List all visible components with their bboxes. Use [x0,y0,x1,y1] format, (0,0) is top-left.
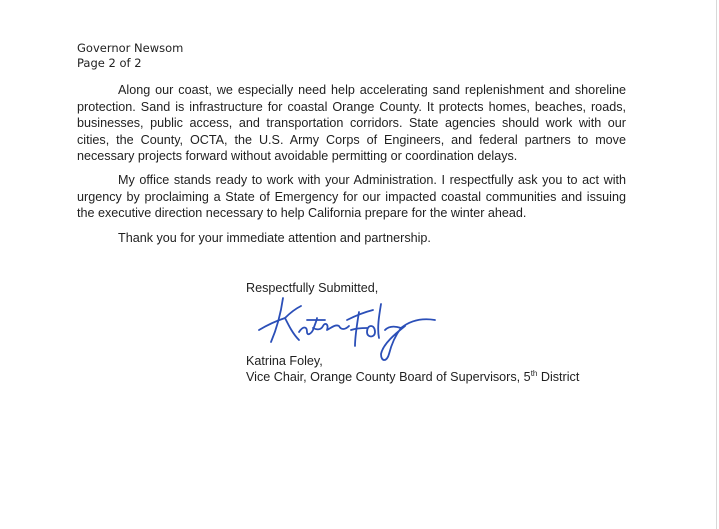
signer-title-prefix: Vice Chair, Orange County Board of Supervisors, 5 [246,370,531,384]
page-indicator: Page 2 of 2 [77,56,142,70]
recipient-line: Governor Newsom [77,41,184,55]
body-paragraph-1-text: Along our coast, we especially need help accelerating sand replenishment and shoreline protection. Sand is infrastructure for coastal Orange County. It protects homes, beaches, roads, businesses, public access, and transportation corridors. State agencies should work with our cities, the County, OCTA, the U.S. Army Corps of Engineers, and federal partners to move necessary projects forward without avoidable permitting or coordination delays. [77,83,626,163]
signer-title-ordinal: th [530,368,538,378]
body-paragraph-3-text: Thank you for your immediate attention and partnership. [118,231,431,245]
signer-title-suffix: District [537,370,580,384]
body-paragraph-2-text: My office stands ready to work with your Administration. I respectfully ask you to act with urgency by proclaiming a State of Emergency for our impacted coastal communities and issuing the executive direction necessary to help California prepare for the winter ahead. [77,173,626,220]
signer-title [246,370,579,384]
closing-salutation: Respectfully Submitted, [246,281,379,295]
signer-name: Katrina Foley, [246,354,323,368]
body-paragraph-2 [77,172,626,222]
page-edge-line [716,0,717,529]
body-paragraph-1 [77,82,626,165]
body-paragraph-3 [77,230,626,247]
